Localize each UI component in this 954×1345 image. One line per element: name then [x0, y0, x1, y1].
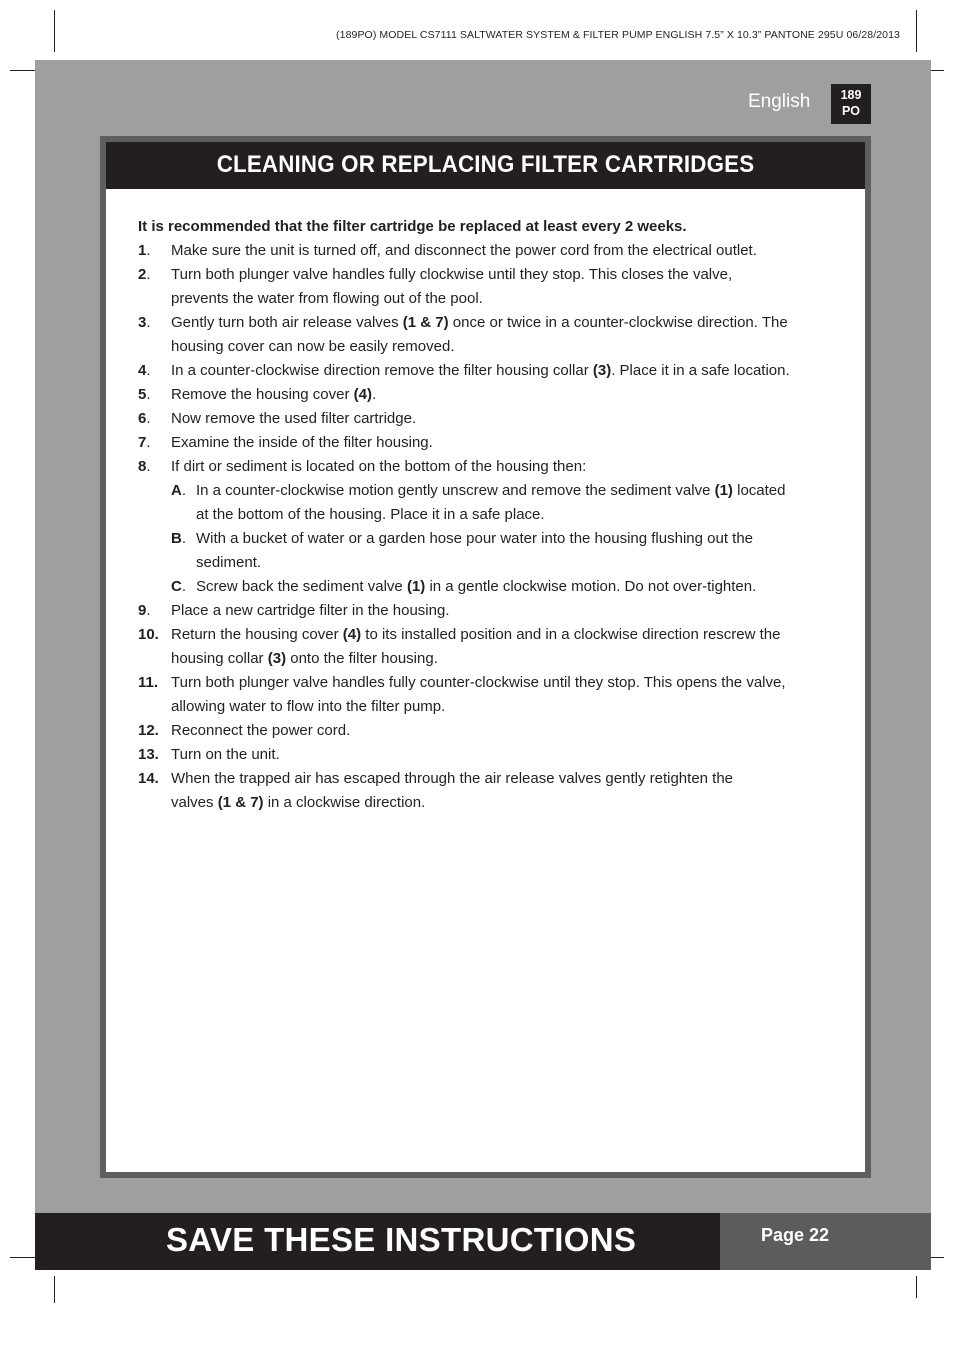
part-reference: (4)	[353, 386, 372, 403]
intro-text: It is recommended that the filter cartridge be replaced at least every 2 weeks.	[138, 218, 687, 235]
step-2	[138, 263, 848, 311]
step-text: Place a new cartridge filter in the housing.	[171, 602, 450, 619]
substep-c	[138, 575, 848, 599]
substep-text-line-1: With a bucket of water or a garden hose pour water into the housing flushing out the	[196, 530, 754, 547]
step-6	[138, 407, 848, 431]
step-text-line-2: allowing water to flow into the filter pump.	[171, 698, 446, 715]
substep-text: in a gentle clockwise motion. Do not over-tighten.	[425, 578, 757, 595]
step-7	[138, 431, 848, 455]
step-10	[138, 623, 848, 671]
step-number: 11.	[138, 674, 159, 691]
page-number-tab	[720, 1213, 931, 1270]
step-text: housing collar	[171, 650, 268, 667]
step-text: If dirt or sediment is located on the bottom of the housing then:	[171, 458, 587, 475]
step-text: Now remove the used filter cartridge.	[171, 410, 417, 427]
print-info-line: (189PO) MODEL CS7111 SALTWATER SYSTEM & FILTER PUMP ENGLISH 7.5” X 10.3” PANTONE 295U 06/28/2013	[336, 29, 900, 41]
step-text-line-1: Turn both plunger valve handles fully clockwise until they stop. This closes the valve,	[171, 266, 733, 283]
crop-mark	[931, 1257, 944, 1258]
step-4	[138, 359, 848, 383]
substep-b	[138, 527, 848, 575]
step-text-line-2: prevents the water from flowing out of the pool.	[171, 290, 483, 307]
substep-letter: B.	[171, 530, 187, 547]
step-number: 5.	[138, 386, 151, 403]
badge-line-1: 189	[840, 88, 862, 102]
step-13	[138, 743, 848, 767]
step-text: in a clockwise direction.	[263, 794, 426, 811]
step-number: 10.	[138, 626, 159, 643]
substep-letter: C.	[171, 578, 187, 595]
step-number: 7.	[138, 434, 151, 451]
crop-mark	[931, 70, 944, 71]
step-number: 12.	[138, 722, 159, 739]
step-12	[138, 719, 848, 743]
step-number: 8.	[138, 458, 151, 475]
page-number: Page 22	[761, 1225, 830, 1245]
substep-text: located	[732, 482, 786, 499]
step-text: once or twice in a counter-clockwise direction. The	[448, 314, 788, 331]
step-text: Remove the housing cover	[171, 386, 354, 403]
instructions-content	[138, 215, 848, 815]
step-text: Gently turn both air release valves	[171, 314, 403, 331]
step-text: Reconnect the power cord.	[171, 722, 351, 739]
step-text: Return the housing cover	[171, 626, 343, 643]
step-text-line-1: Turn both plunger valve handles fully counter-clockwise until they stop. This opens the valve,	[171, 674, 786, 691]
substep-text: In a counter-clockwise motion gently unscrew and remove the sediment valve	[196, 482, 715, 499]
step-text: Make sure the unit is turned off, and disconnect the power cord from the electrical outlet.	[171, 242, 757, 259]
part-reference: (3)	[592, 362, 612, 379]
step-text: valves	[171, 794, 218, 811]
section-title: CLEANING OR REPLACING FILTER CARTRIDGES	[216, 151, 755, 178]
substep-text: Screw back the sediment valve	[196, 578, 407, 595]
step-number: 13.	[138, 746, 159, 763]
part-reference: (3)	[267, 650, 287, 667]
step-number: 1.	[138, 242, 151, 259]
step-number: 3.	[138, 314, 151, 331]
step-text: Examine the inside of the filter housing.	[171, 434, 433, 451]
part-reference: (1 & 7)	[402, 314, 449, 331]
language-label: English	[748, 91, 811, 112]
step-14	[138, 767, 848, 815]
step-number: 14.	[138, 770, 159, 787]
part-reference: (1)	[406, 578, 426, 595]
step-text-line-2: housing cover can now be easily removed.	[171, 338, 455, 355]
part-reference: (1)	[714, 482, 733, 499]
crop-mark	[10, 70, 36, 71]
substep-text-line-2: sediment.	[196, 554, 262, 571]
step-3	[138, 311, 848, 359]
step-9	[138, 599, 848, 623]
substep-a	[138, 479, 848, 527]
language-code-badge	[831, 84, 871, 124]
step-1	[138, 239, 848, 263]
section-header	[106, 142, 865, 189]
step-text: onto the filter housing.	[286, 650, 438, 667]
crop-mark	[10, 1257, 36, 1258]
substep-letter: A.	[171, 482, 187, 499]
step-text: Turn on the unit.	[171, 746, 280, 763]
step-text-line-1: When the trapped air has escaped through the air release valves gently retighten the	[171, 770, 734, 787]
step-11	[138, 671, 848, 719]
crop-mark	[916, 1276, 917, 1298]
step-text: .	[371, 386, 377, 403]
step-8	[138, 455, 848, 479]
step-text: In a counter-clockwise direction remove the filter housing collar	[171, 362, 593, 379]
step-number: 4.	[138, 362, 151, 379]
step-number: 9.	[138, 602, 151, 619]
part-reference: (1 & 7)	[217, 794, 264, 811]
substep-text-line-2: at the bottom of the housing. Place it in a safe place.	[196, 506, 545, 523]
crop-mark	[916, 10, 917, 52]
step-number: 2.	[138, 266, 151, 283]
part-reference: (4)	[342, 626, 362, 643]
step-number: 6.	[138, 410, 151, 427]
footer-banner	[35, 1213, 720, 1270]
step-5	[138, 383, 848, 407]
crop-mark	[54, 10, 55, 52]
badge-line-2: PO	[841, 104, 861, 118]
footer-title: SAVE THESE INSTRUCTIONS	[166, 1221, 637, 1258]
crop-mark	[54, 1276, 55, 1303]
step-text: to its installed position and in a clockwise direction rescrew the	[361, 626, 781, 643]
step-text: . Place it in a safe location.	[611, 362, 790, 379]
